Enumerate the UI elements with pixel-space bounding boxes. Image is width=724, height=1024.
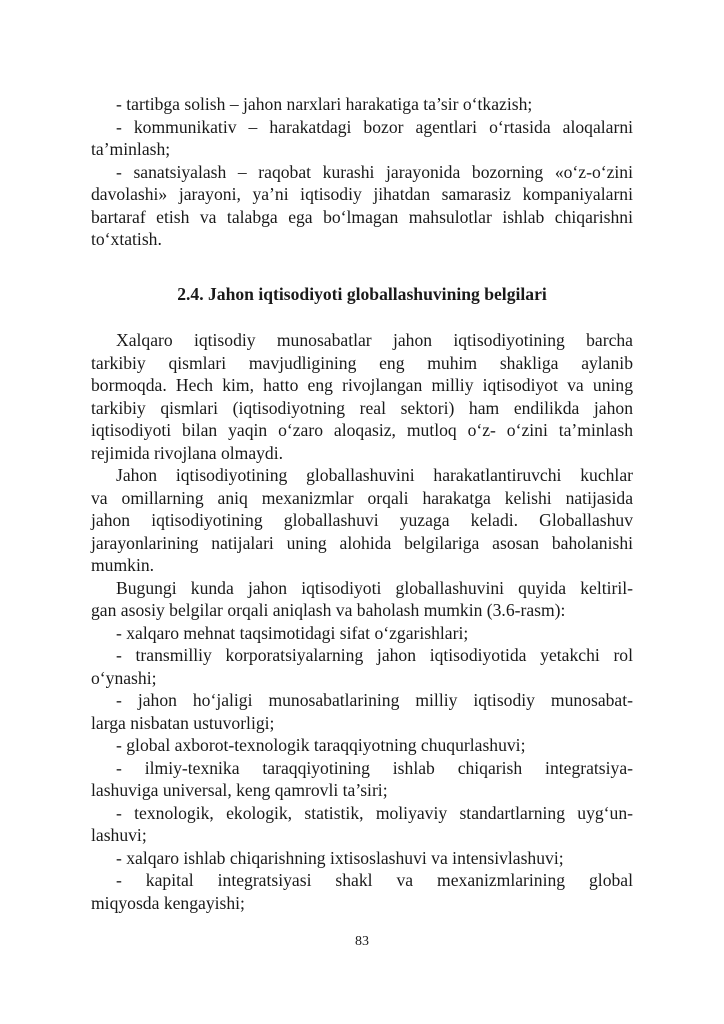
section-heading: 2.4. Jahon iqtisodiyoti globallashuvining belgilari <box>177 284 547 304</box>
page-number: 83 <box>355 934 369 949</box>
text-line: - ilmiy-texnika taraqqiyotining ishlab chiqarish integratsiya- <box>116 757 633 778</box>
text-line: ta’minlash; <box>91 139 171 159</box>
text-line: lashuviga universal, keng qamrovli ta’siri; <box>91 780 388 800</box>
text-line: Bugungi kunda jahon iqtisodiyoti globallashuvini quyida keltiril- <box>116 577 633 598</box>
text-line: lashuvi; <box>91 825 147 845</box>
text-line: jarayonlarining natijalari uning alohida belgilariga asosan baholanishi <box>91 532 633 553</box>
text-line: iqtisodiyoti bilan yaqin o‘zaro aloqasiz, mutloq o‘z- o‘zini ta’minlash <box>91 420 633 440</box>
text-line: bartaraf etish va talabga ega bo‘lmagan mahsulotlar ishlab chiqarishni <box>91 206 633 227</box>
paragraph <box>91 577 633 622</box>
body-text-before-heading <box>91 93 633 251</box>
text-line: - jahon ho‘jaligi munosabatlarining milliy iqtisodiy munosabat- <box>116 690 633 710</box>
text-line: davolashi» jarayoni, ya’ni iqtisodiy jihatdan samarasiz kompaniyalarni <box>91 184 633 204</box>
paragraph <box>91 464 633 577</box>
text-line: tarkibiy qismlari mavjudligining eng muhim shakliga aylanib <box>91 352 633 373</box>
text-line: larga nisbatan ustuvorligi; <box>91 712 275 733</box>
paragraph <box>91 869 633 914</box>
text-line: - tartibga solish – jahon narxlari harakatiga ta’sir o‘tkazish; <box>116 94 533 114</box>
text-line: to‘xtatish. <box>91 229 162 249</box>
text-line: - xalqaro mehnat taqsimotidagi sifat o‘zgarishlari; <box>116 622 469 643</box>
text-line: mumkin. <box>91 555 155 575</box>
text-line: - transmilliy korporatsiyalarning jahon iqtisodiyotida yetakchi rol <box>116 645 633 665</box>
text-line: - xalqaro ishlab chiqarishning ixtisoslashuvi va intensivlashuvi; <box>116 847 564 868</box>
paragraph <box>91 329 633 464</box>
text-line: tarkibiy qismlari (iqtisodiyotning real sektori) ham endilikda jahon <box>91 397 633 418</box>
text-line: o‘ynashi; <box>91 667 157 688</box>
paragraph <box>91 161 633 251</box>
paragraph <box>91 93 633 116</box>
text-line: - texnologik, ekologik, statistik, moliyaviy standartlarning uyg‘un- <box>116 802 633 823</box>
text-line: jahon iqtisodiyotining globallashuvi yuzaga keladi. Globallashuv <box>91 510 633 530</box>
paragraph <box>91 644 633 689</box>
text-line: - kommunikativ – harakatdagi bozor agentlari o‘rtasida aloqalarni <box>116 116 633 137</box>
text-line: rejimida rivojlana olmaydi. <box>91 442 284 463</box>
text-line: Xalqaro iqtisodiy munosabatlar jahon iqtisodiyotining barcha <box>116 330 633 350</box>
text-line: miqyosda kengayishi; <box>91 892 245 913</box>
paragraph <box>91 847 633 870</box>
text-line: - sanatsiyalash – raqobat kurashi jarayonida bozorning «o‘z-o‘zini <box>116 161 633 182</box>
paragraph <box>91 802 633 847</box>
text-line: gan asosiy belgilar orqali aniqlash va baholash mumkin (3.6-rasm): <box>91 600 566 620</box>
text-line: - kapital integratsiyasi shakl va mexanizmlarining global <box>116 870 633 890</box>
text-line: va omillarning aniq mexanizmlar orqali harakatga kelishi natijasida <box>91 487 633 508</box>
paragraph <box>91 757 633 802</box>
text-line: - global axborot-texnologik taraqqiyotning chuqurlashuvi; <box>116 735 526 755</box>
text-line: Jahon iqtisodiyotining globallashuvini harakatlantiruvchi kuchlar <box>116 465 633 485</box>
paragraph <box>91 622 633 645</box>
body-text-after-heading <box>91 329 633 914</box>
paragraph <box>91 116 633 161</box>
paragraph <box>91 734 633 757</box>
text-line: bormoqda. Hech kim, hatto eng rivojlangan milliy iqtisodiyot va uning <box>91 375 633 395</box>
paragraph <box>91 689 633 734</box>
